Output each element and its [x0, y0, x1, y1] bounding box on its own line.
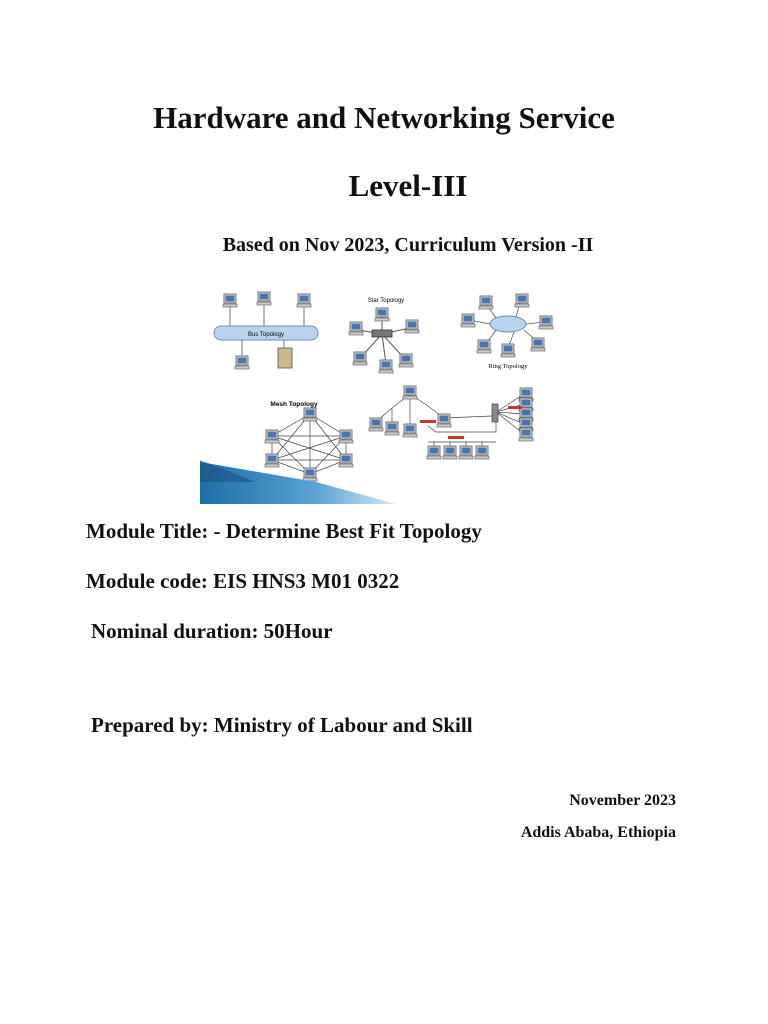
curriculum-version: Based on Nov 2023, Curriculum Version -II: [222, 234, 594, 256]
ring-topology-label: Ring Topology: [488, 363, 528, 370]
bus-topology-label: Bus Topology: [248, 332, 284, 338]
blue-wedge-decoration: [200, 462, 396, 504]
star-topology-diagram: [349, 298, 419, 373]
publication-place: Addis Ababa, Ethiopia: [520, 824, 676, 841]
publication-date: November 2023: [569, 792, 676, 809]
module-title: Module Title: - Determine Best Fit Topology: [86, 519, 482, 543]
document-title: Hardware and Networking Service: [153, 100, 615, 135]
mesh-topology-label: Mesh Topology: [270, 401, 318, 408]
bus-topology-diagram: [214, 292, 318, 369]
level-heading: Level-III: [348, 168, 468, 203]
ring-topology-diagram: [461, 294, 553, 370]
module-code: Module code: EIS HNS3 M01 0322: [86, 569, 400, 593]
mesh-topology-diagram: [265, 401, 353, 481]
nominal-duration: Nominal duration: 50Hour: [91, 619, 333, 643]
prepared-by: Prepared by: Ministry of Labour and Skill: [91, 713, 473, 737]
topology-illustration: [196, 282, 572, 504]
star-topology-label: Star Topology: [367, 298, 405, 304]
